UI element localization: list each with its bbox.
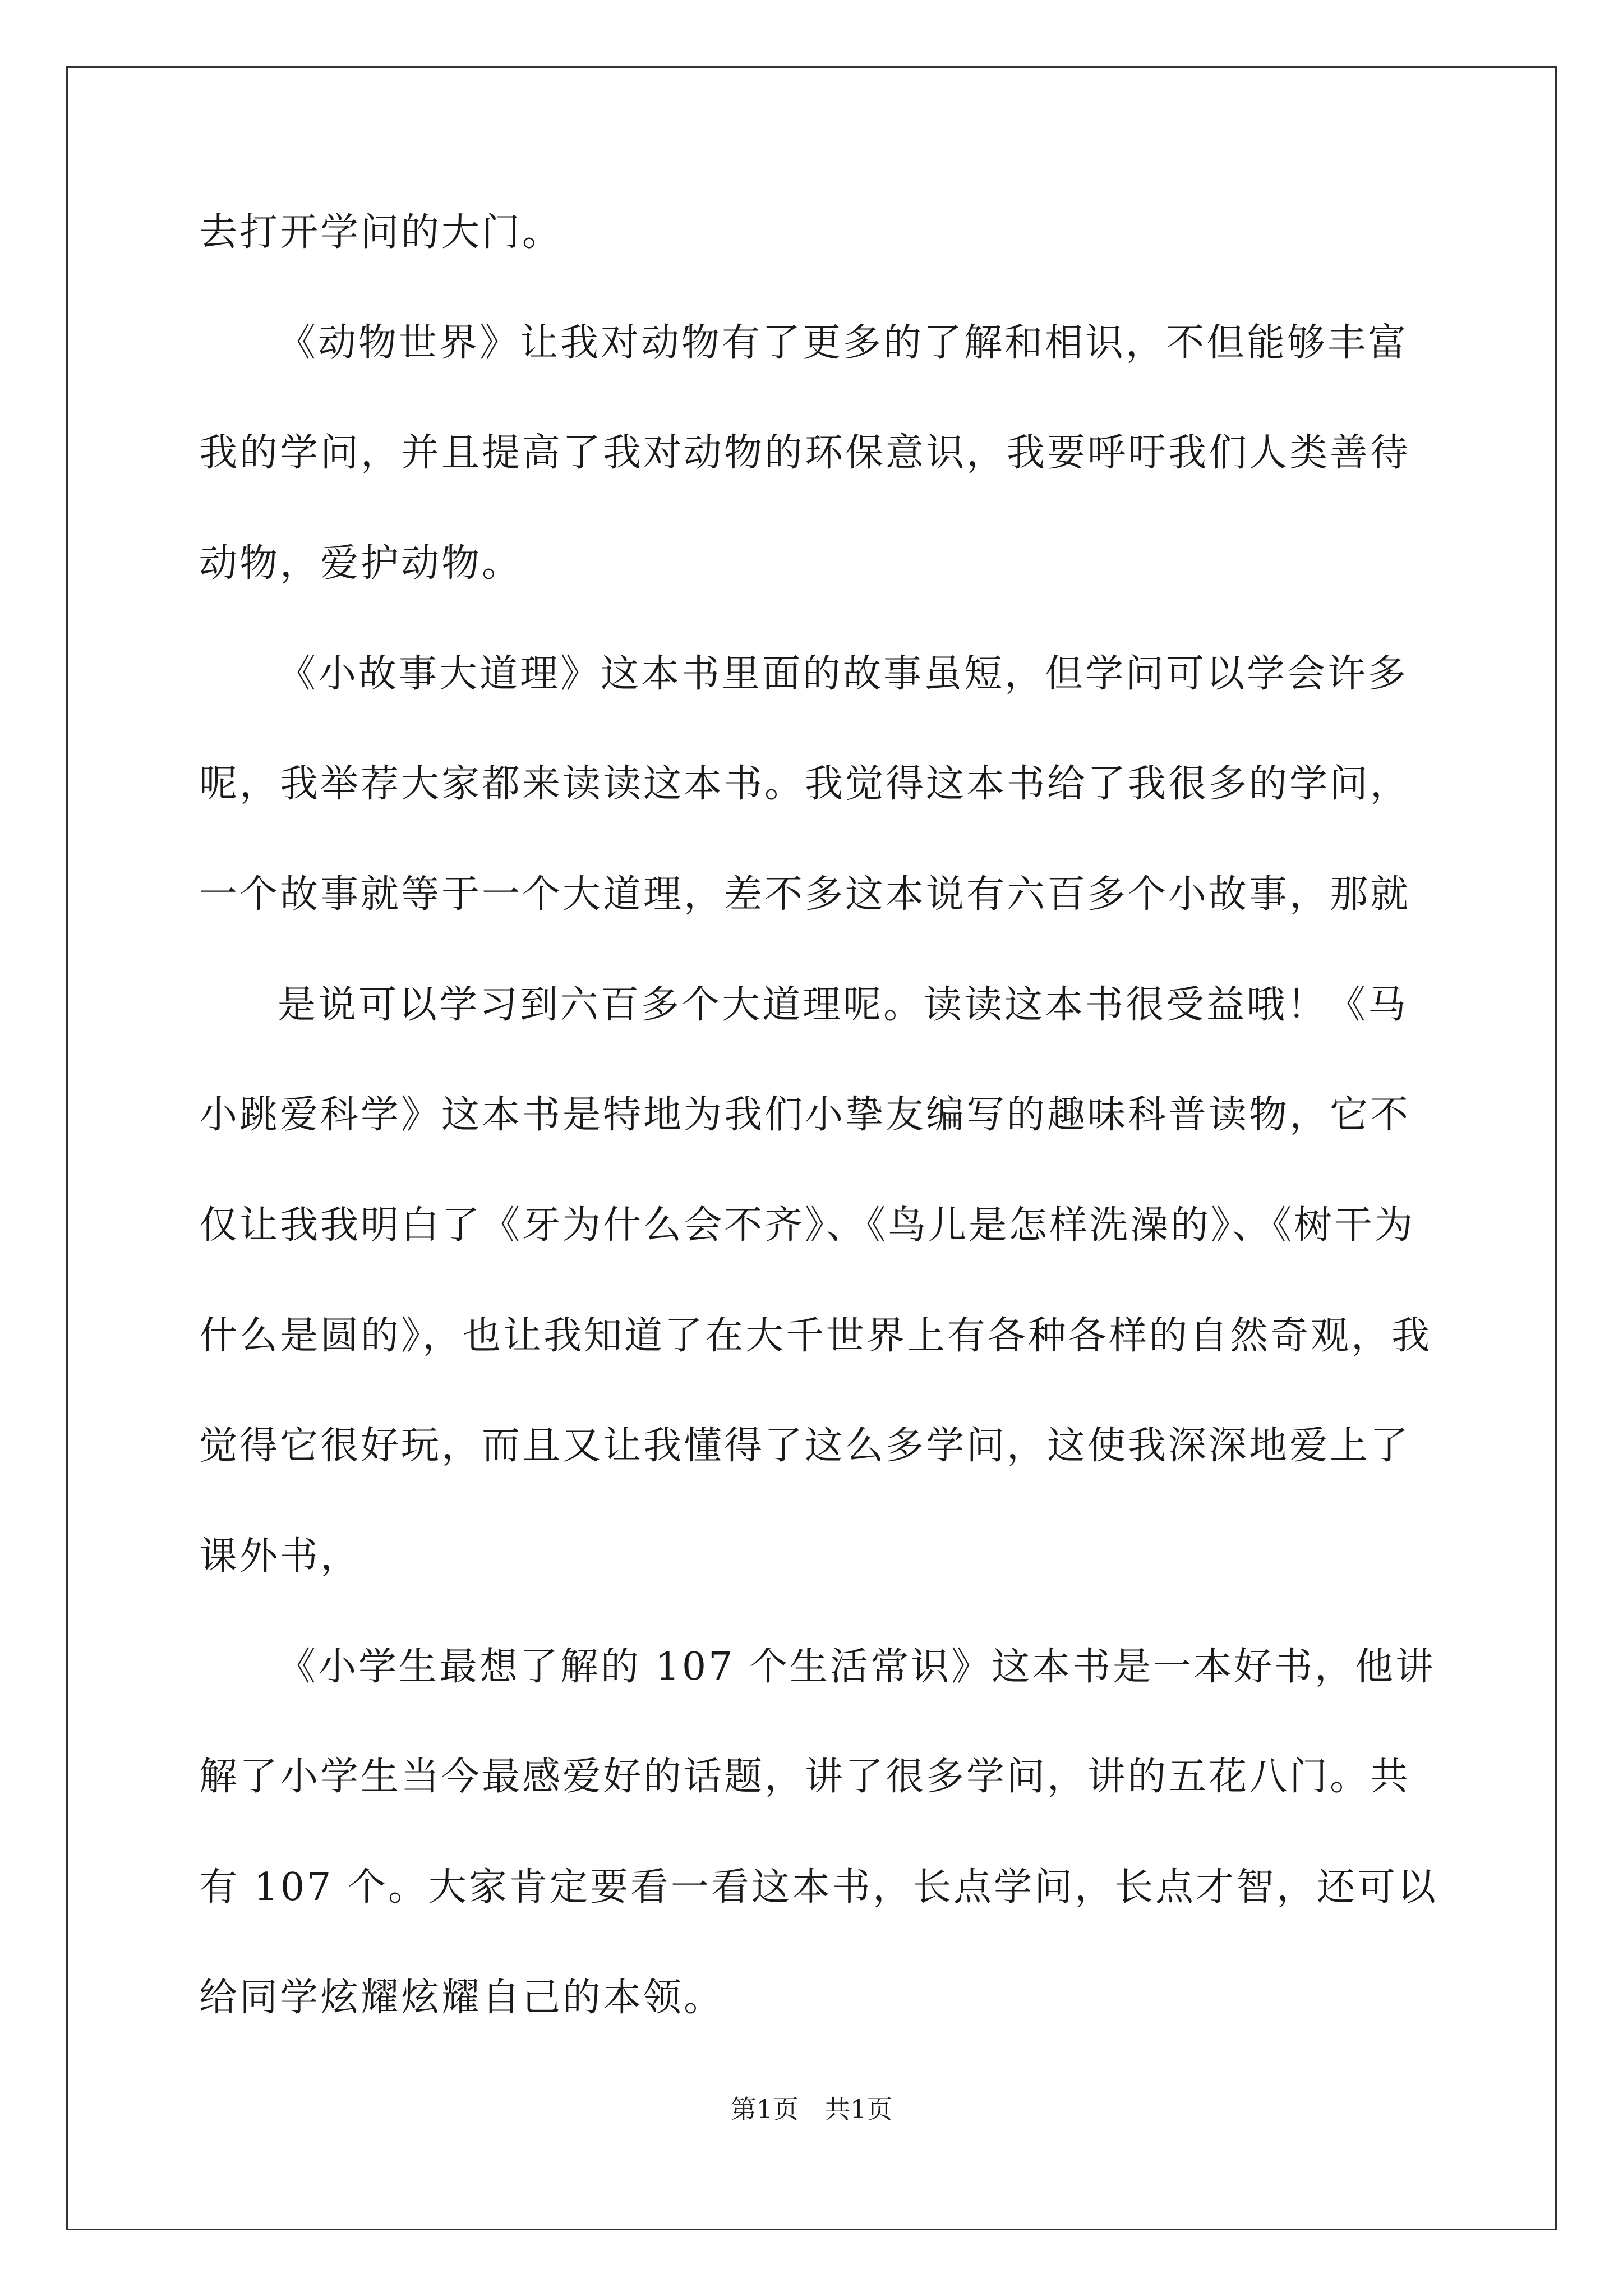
paragraph-start-line: 《动物世界》让我对动物有了更多的了解和相识，不但能够丰富	[278, 321, 1409, 365]
text-line: 动物，爱护动物。	[199, 541, 523, 586]
text-line: 有 107 个。大家肯定要看一看这本书，长点学问，长点才智，还可以	[199, 1865, 1438, 1910]
text-line: 小跳爱科学》这本书是特地为我们小挚友编写的趣味科普读物，它不	[199, 1093, 1411, 1137]
paragraph-start-line: 《小学生最想了解的 107 个生活常识》这本书是一本好书，他讲	[278, 1645, 1436, 1689]
text-line: 去打开学问的大门。	[199, 210, 563, 255]
text-line: 一个故事就等于一个大道理，差不多这本说有六百多个小故事，那就	[199, 872, 1411, 917]
paragraph-start-line: 是说可以学习到六百多个大道理呢。读读这本书很受益哦！《马	[278, 983, 1409, 1027]
page-footer	[0, 2092, 1623, 2126]
text-line: 我的学问，并且提高了我对动物的环保意识，我要呼吁我们人类善待	[199, 431, 1411, 475]
text-line: 觉得它很好玩，而且又让我懂得了这么多学问，这使我深深地爱上了	[199, 1424, 1411, 1468]
text-line: 仅让我我明白了《牙为什么会不齐》、《鸟儿是怎样洗澡的》、《树干为	[199, 1203, 1415, 1248]
text-line: 呢，我举荐大家都来读读这本书。我觉得这本书给了我很多的学问，	[199, 762, 1411, 806]
paragraph-start-line: 《小故事大道理》这本书里面的故事虽短，但学问可以学会许多	[278, 652, 1409, 696]
text-line: 课外书，	[199, 1534, 361, 1579]
text-line: 什么是圆的》，也让我知道了在大千世界上有各种各样的自然奇观，我	[199, 1314, 1432, 1358]
page-number: 第1页	[730, 2094, 799, 2124]
text-line: 给同学炫耀炫耀自己的本领。	[199, 1976, 725, 2020]
total-pages: 共1页	[824, 2094, 893, 2124]
text-line: 解了小学生当今最感爱好的话题，讲了很多学问，讲的五花八门。共	[199, 1755, 1411, 1799]
